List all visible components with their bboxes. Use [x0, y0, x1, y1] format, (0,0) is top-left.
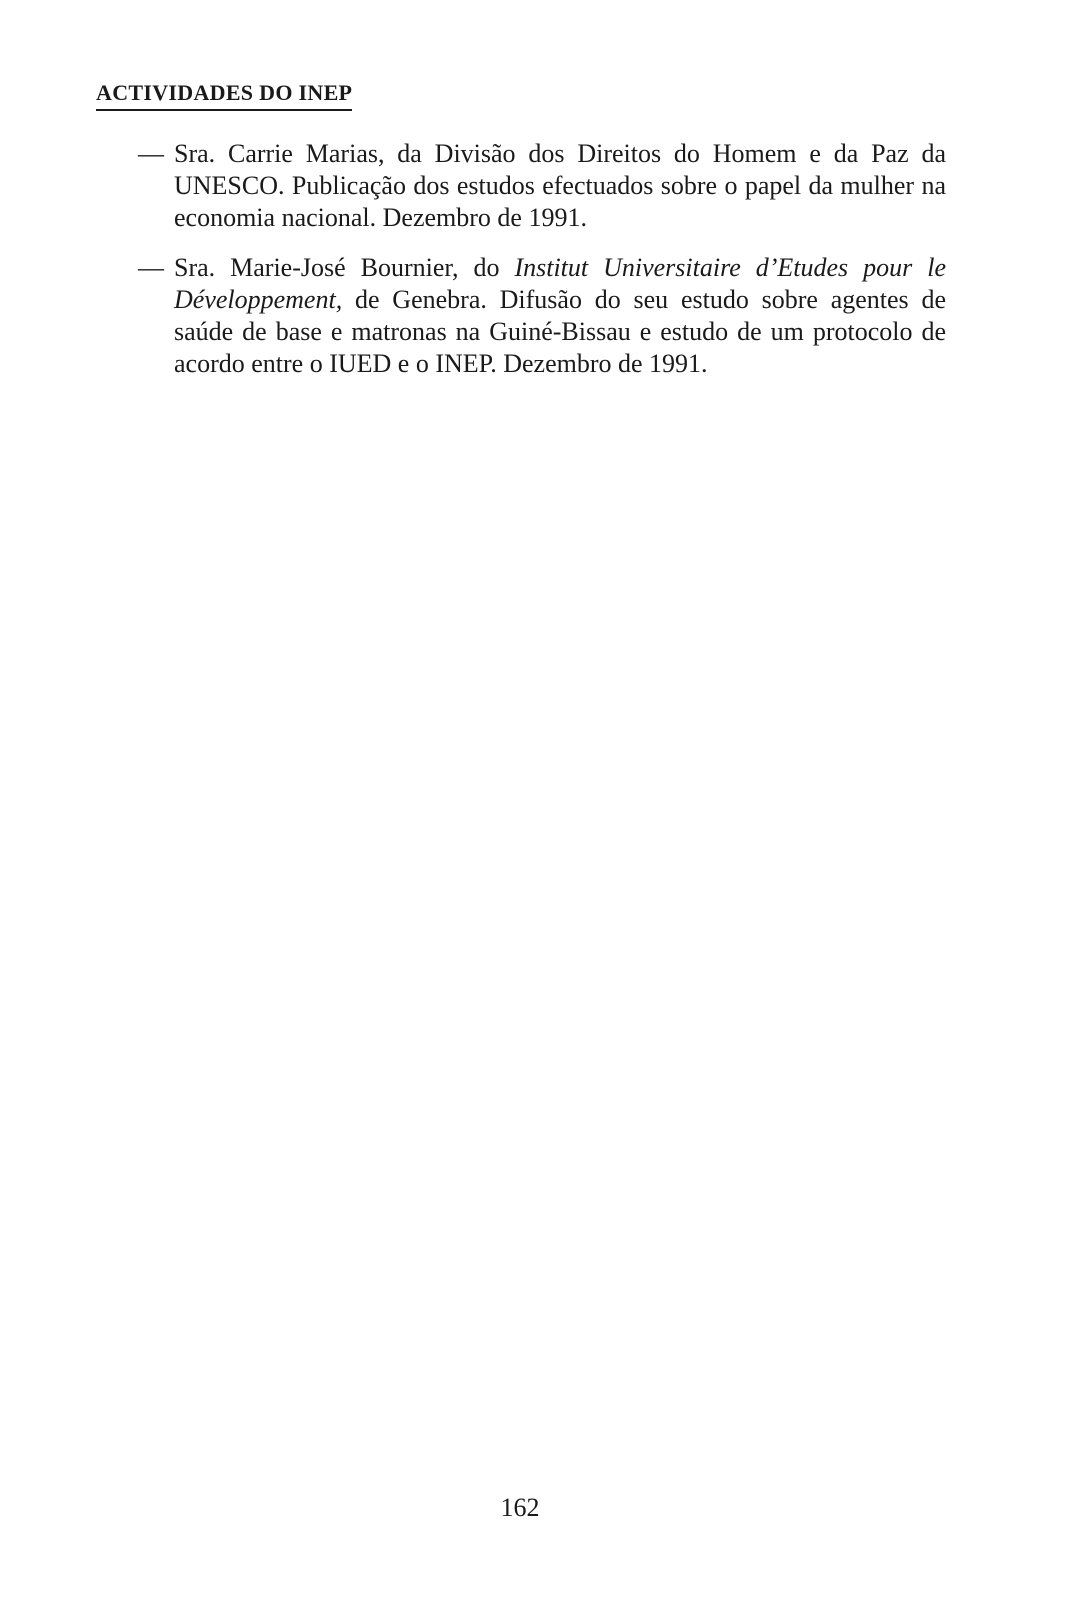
entry-text-after: de Genebra. Difusão do seu estudo sobre agentes de saúde de base e matronas na Guiné-Bissau e estudo de um protocolo de acordo entre o IUED e o INEP. Dezembro de 1991.: [174, 285, 946, 378]
institution-name: Institut Universitaire d’Etudes pour le Développement,: [174, 253, 946, 314]
em-dash-bullet: —: [138, 139, 164, 168]
entry-list: [138, 138, 946, 398]
entry-text: Sra. Carrie Marias, da Divisão dos Direitos do Homem e da Paz da UNESCO. Publicação dos estudos efectuados sobre o papel da mulher na economia nacional. Dezembro de 1991.: [174, 139, 946, 232]
em-dash-bullet: —: [138, 253, 164, 282]
running-header: ACTIVIDADES DO INEP: [96, 80, 352, 111]
list-item: [138, 252, 946, 380]
page-number: 162: [500, 1493, 540, 1522]
entry-text-before: Sra. Marie-José Bournier, do: [174, 253, 515, 282]
list-item: [138, 138, 946, 234]
